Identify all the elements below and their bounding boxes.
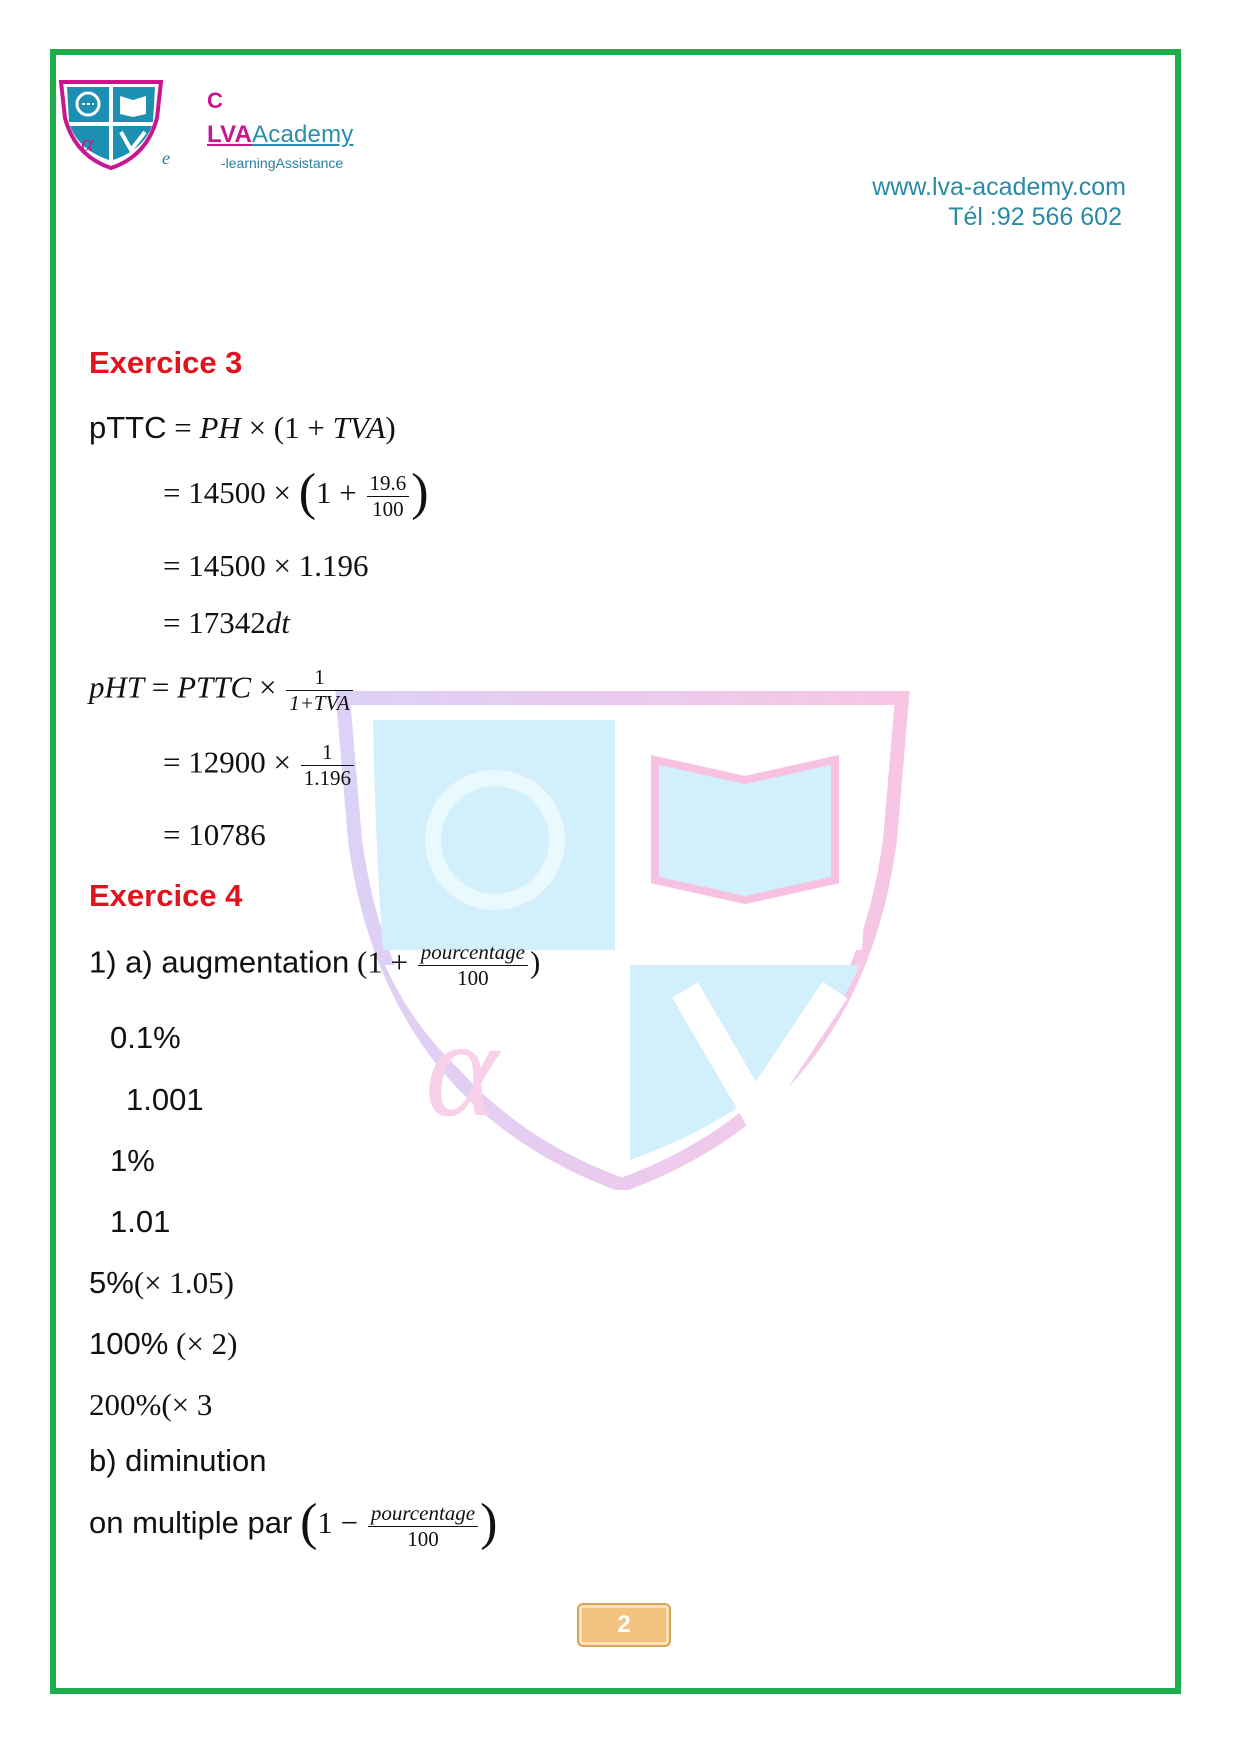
exercise-4-heading: Exercice 4 [89,878,243,913]
tva-var: TVA [332,410,386,445]
ex4-value-1-001: 1.001 [126,1082,204,1117]
ex4-value-1-percent: 1% [110,1143,155,1178]
ex4-value-5-percent [89,1265,234,1301]
ex4-question-1a: 1) a) augmentation (1 + $\frac{\text{pourcentage}}{100}$ ) [89,940,541,990]
ex3-line-4 [163,605,290,641]
ex4-5-percent-label: 5% [89,1265,134,1300]
brand-name [207,121,354,149]
ex3-line-6-expr: = 12900 × [163,744,291,780]
ex4-value-100-percent [89,1326,237,1362]
exercise-3-heading: Exercice 3 [89,345,243,380]
ex4-value-1-01: 1.01 [110,1204,171,1239]
ex4-value-0-1-percent: 0.1% [110,1020,181,1055]
contact-block [872,172,1126,232]
ex4-5-percent-factor: (× 1.05) [133,1265,234,1300]
ex3-line-7: = 10786 [163,817,266,852]
ex4-100-percent-factor: (× 2) [176,1326,238,1361]
ex3-result: = 17342 [163,605,266,640]
svg-text:α: α [425,991,499,1146]
unit-dt: dt [265,605,290,640]
brand-academy: Academy [252,121,354,148]
ex3-price: 14500 [188,475,266,511]
ex4-multiply-line: on multiple par (1 − $\frac{\text{pourcentage}}{100}$ ) [89,1494,498,1551]
fraction-19-6-over-100: $\frac{19.6}{100}$ [367,471,410,522]
ex4-question-1b: b) diminution [89,1443,267,1478]
ex3-line-3: = 14500 × 1.196 [163,548,369,583]
ex4-100-percent-label: 100% [89,1326,169,1361]
pttc-var: PTTC [177,669,252,705]
fraction-1-over-1-plus-tva: $\frac{1}{\text{1+TVA}}$ [286,665,352,716]
brand-lva: LVA [207,121,253,148]
fraction-1-over-1-196: $\frac{1}{1.196}$ [301,740,354,791]
ex3-line-5: pHT = PTTC × $\frac{1}{\text{1+TVA}}$ [89,665,355,716]
phone-number: Tél :92 566 602 [948,203,1122,231]
pttc-label: pTTC [89,410,167,445]
ex4-q1-text: 1) a) augmentation [89,944,350,980]
website-link[interactable]: www.lva-academy.com [872,173,1126,201]
ex4-value-200-percent: 200%(× 3 [89,1387,213,1422]
ex3-line-6 [163,740,356,791]
fraction-pourcentage-over-100-b: $\frac{\text{pourcentage}}{100}$ [368,1501,478,1552]
svg-text:α: α [81,131,94,157]
pht-var: pHT [89,669,145,705]
academy-shield-logo [57,78,165,170]
brand-letter-e: e [162,148,170,168]
brand-tagline: -learningAssistance [221,155,344,171]
ex3-line-1: pTTC = PH × (1 + TVA) [89,410,396,445]
ex3-line-2: = 14500 × (1 + $\frac{19.6}{100}$ ) [163,464,429,521]
ph-var: PH [199,410,241,445]
page-number-badge: 2 [577,1603,671,1647]
fraction-pourcentage-over-100: $\frac{\text{pourcentage}}{100}$ [418,940,528,991]
brand-letter-c: C [207,88,223,113]
ex4-multiply-text: on multiple par [89,1505,293,1541]
